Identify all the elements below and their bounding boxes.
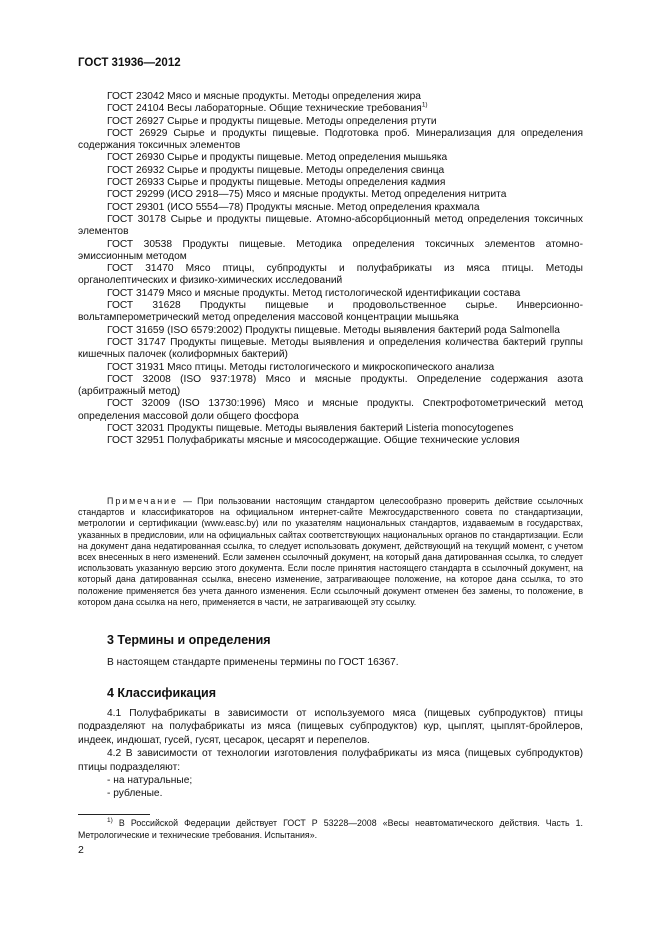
reference-item: ГОСТ 26930 Сырье и продукты пищевые. Метод определения мышьяка (107, 152, 448, 164)
reference-item: ГОСТ 31747 Продукты пищевые. Методы выявления и определения количества бактерий группы кишечных палочек (колиформных бактерий) (78, 336, 583, 361)
reference-item: ГОСТ 29301 (ИСО 5554—78) Продукты мясные. Метод определения крахмала (107, 201, 480, 213)
reference-item: ГОСТ 30178 Сырье и продукты пищевые. Атомно-абсорбционный метод определения токсичных элементов (78, 213, 583, 238)
note-dash: — (177, 496, 198, 506)
paragraph-4-2: 4.2 В зависимости от технологии изготовления полуфабрикаты из мяса (пищевых субпродуктов) птицы подразделяют: (78, 748, 583, 773)
reference-item: ГОСТ 23042 Мясо и мясные продукты. Методы определения жира (107, 91, 421, 102)
section-3-text: В настоящем стандарте применены термины по ГОСТ 16367. (107, 657, 399, 668)
reference-item: ГОСТ 31931 Мясо птицы. Методы гистологического и микроскопического анализа (107, 361, 495, 373)
footnote-ref: 1) (421, 101, 428, 109)
footnote-divider (78, 814, 150, 815)
section-4-body (78, 707, 583, 801)
list-item: - рубленые. (107, 788, 163, 800)
page-number: 2 (78, 844, 84, 856)
reference-item: ГОСТ 31470 Мясо птицы, субпродукты и полуфабрикаты из мяса птицы. Методы органолептических и физико-химических исследований (78, 263, 583, 287)
reference-item: ГОСТ 24104 Весы лабораторные. Общие технические требования$^{1)}$ (107, 101, 428, 115)
reference-item: ГОСТ 32951 Полуфабрикаты мясные и мясосодержащие. Общие технические условия (107, 435, 520, 447)
reference-item: ГОСТ 32031 Продукты пищевые. Методы выявления бактерий Listeria monocytogenes (107, 423, 514, 435)
reference-item: ГОСТ 26933 Сырье и продукты пищевые. Методы определения кадмия (107, 177, 446, 189)
reference-item: ГОСТ 30538 Продукты пищевые. Методика определения токсичных элементов атомно-эмиссионным методом (78, 238, 583, 262)
normative-references (78, 91, 583, 448)
footnote (78, 818, 583, 841)
reference-item: ГОСТ 26932 Сырье и продукты пищевые. Методы определения свинца (107, 164, 445, 176)
paragraph-4-1: 4.1 Полуфабрикаты в зависимости от используемого мяса (пищевых субпродуктов) птицы подразделяют на полуфабрикаты из мяса (пищевых субпродуктов) кур, цыплят, цыплят-бройлеров, индеек, индюшат, гусей, гусят, цесарок, цесарят и перепелов. (78, 708, 583, 746)
note-label: Примечание (107, 496, 178, 506)
reference-item: ГОСТ 26929 Сырье и продукты пищевые. Подготовка проб. Минерализация для определения содержания токсичных элементов (78, 127, 583, 152)
reference-item: ГОСТ 29299 (ИСО 2918—75) Мясо и мясные продукты. Метод определения нитрита (107, 189, 507, 201)
document-header: ГОСТ 31936—2012 (78, 57, 181, 69)
note-text: При пользовании настоящим стандартом целесообразно проверить действие ссылочных стандартов и классификаторов на официальном интернет-сайте Межгосударственного совета по стандартизации, метрологии и сертификации (www.easc.by) или по указателям национальных стандартов, издаваемым в государствах, указанных в предисловии, или на официальных сайтах соответствующих национальных органов по стандартизации. Если на документ дана недатированная ссылка, то следует использовать документ, действующий на текущий момент, с учетом всех внесенных в него изменений. Если заменен ссылочный документ, на который дана датированная ссылка, то следует использовать указанную версию этого документа. Если после принятия настоящего стандарта в ссылочный документ, на который дана датированная ссылка, внесено изменение, затрагивающее положение, на которое дана ссылка, то это положение применяется без учета данного изменения. Если ссылочный документ отменен без замены, то положение, в котором дана ссылка на него, применяется в части, не затрагивающей эту ссылку. (78, 496, 583, 607)
footnote-text: В Российской Федерации действует ГОСТ Р 53228—2008 «Весы неавтоматического действия. Часть 1. Метрологические и технические требования. Испытания». (78, 818, 583, 840)
section-4-heading: 4 Классификация (107, 686, 217, 700)
reference-item: ГОСТ 31659 (ISO 6579:2002) Продукты пищевые. Методы выявления бактерий рода Salmonella (107, 324, 560, 336)
reference-item: ГОСТ 26927 Сырье и продукты пищевые. Методы определения ртути (107, 115, 437, 127)
reference-item: ГОСТ 31628 Продукты пищевые и продовольственное сырье. Инверсионно-вольтамперометрический метод определения массовой концентрации мышьяка (78, 300, 583, 324)
reference-item: ГОСТ 32009 (ISO 13730:1996) Мясо и мясные продукты. Спектрофотометрический метод определения массовой доли общего фосфора (78, 398, 583, 422)
reference-item: ГОСТ 31479 Мясо и мясные продукты. Метод гистологической идентификации состава (107, 287, 521, 299)
footnote-mark: 1) (107, 817, 113, 825)
section-3-heading: 3 Термины и определения (107, 633, 271, 647)
reference-item: ГОСТ 32008 (ISO 937:1978) Мясо и мясные продукты. Определение содержания азота (арбитражный метод) (78, 373, 583, 398)
note-block (78, 496, 583, 608)
list-item: - на натуральные; (107, 775, 193, 787)
